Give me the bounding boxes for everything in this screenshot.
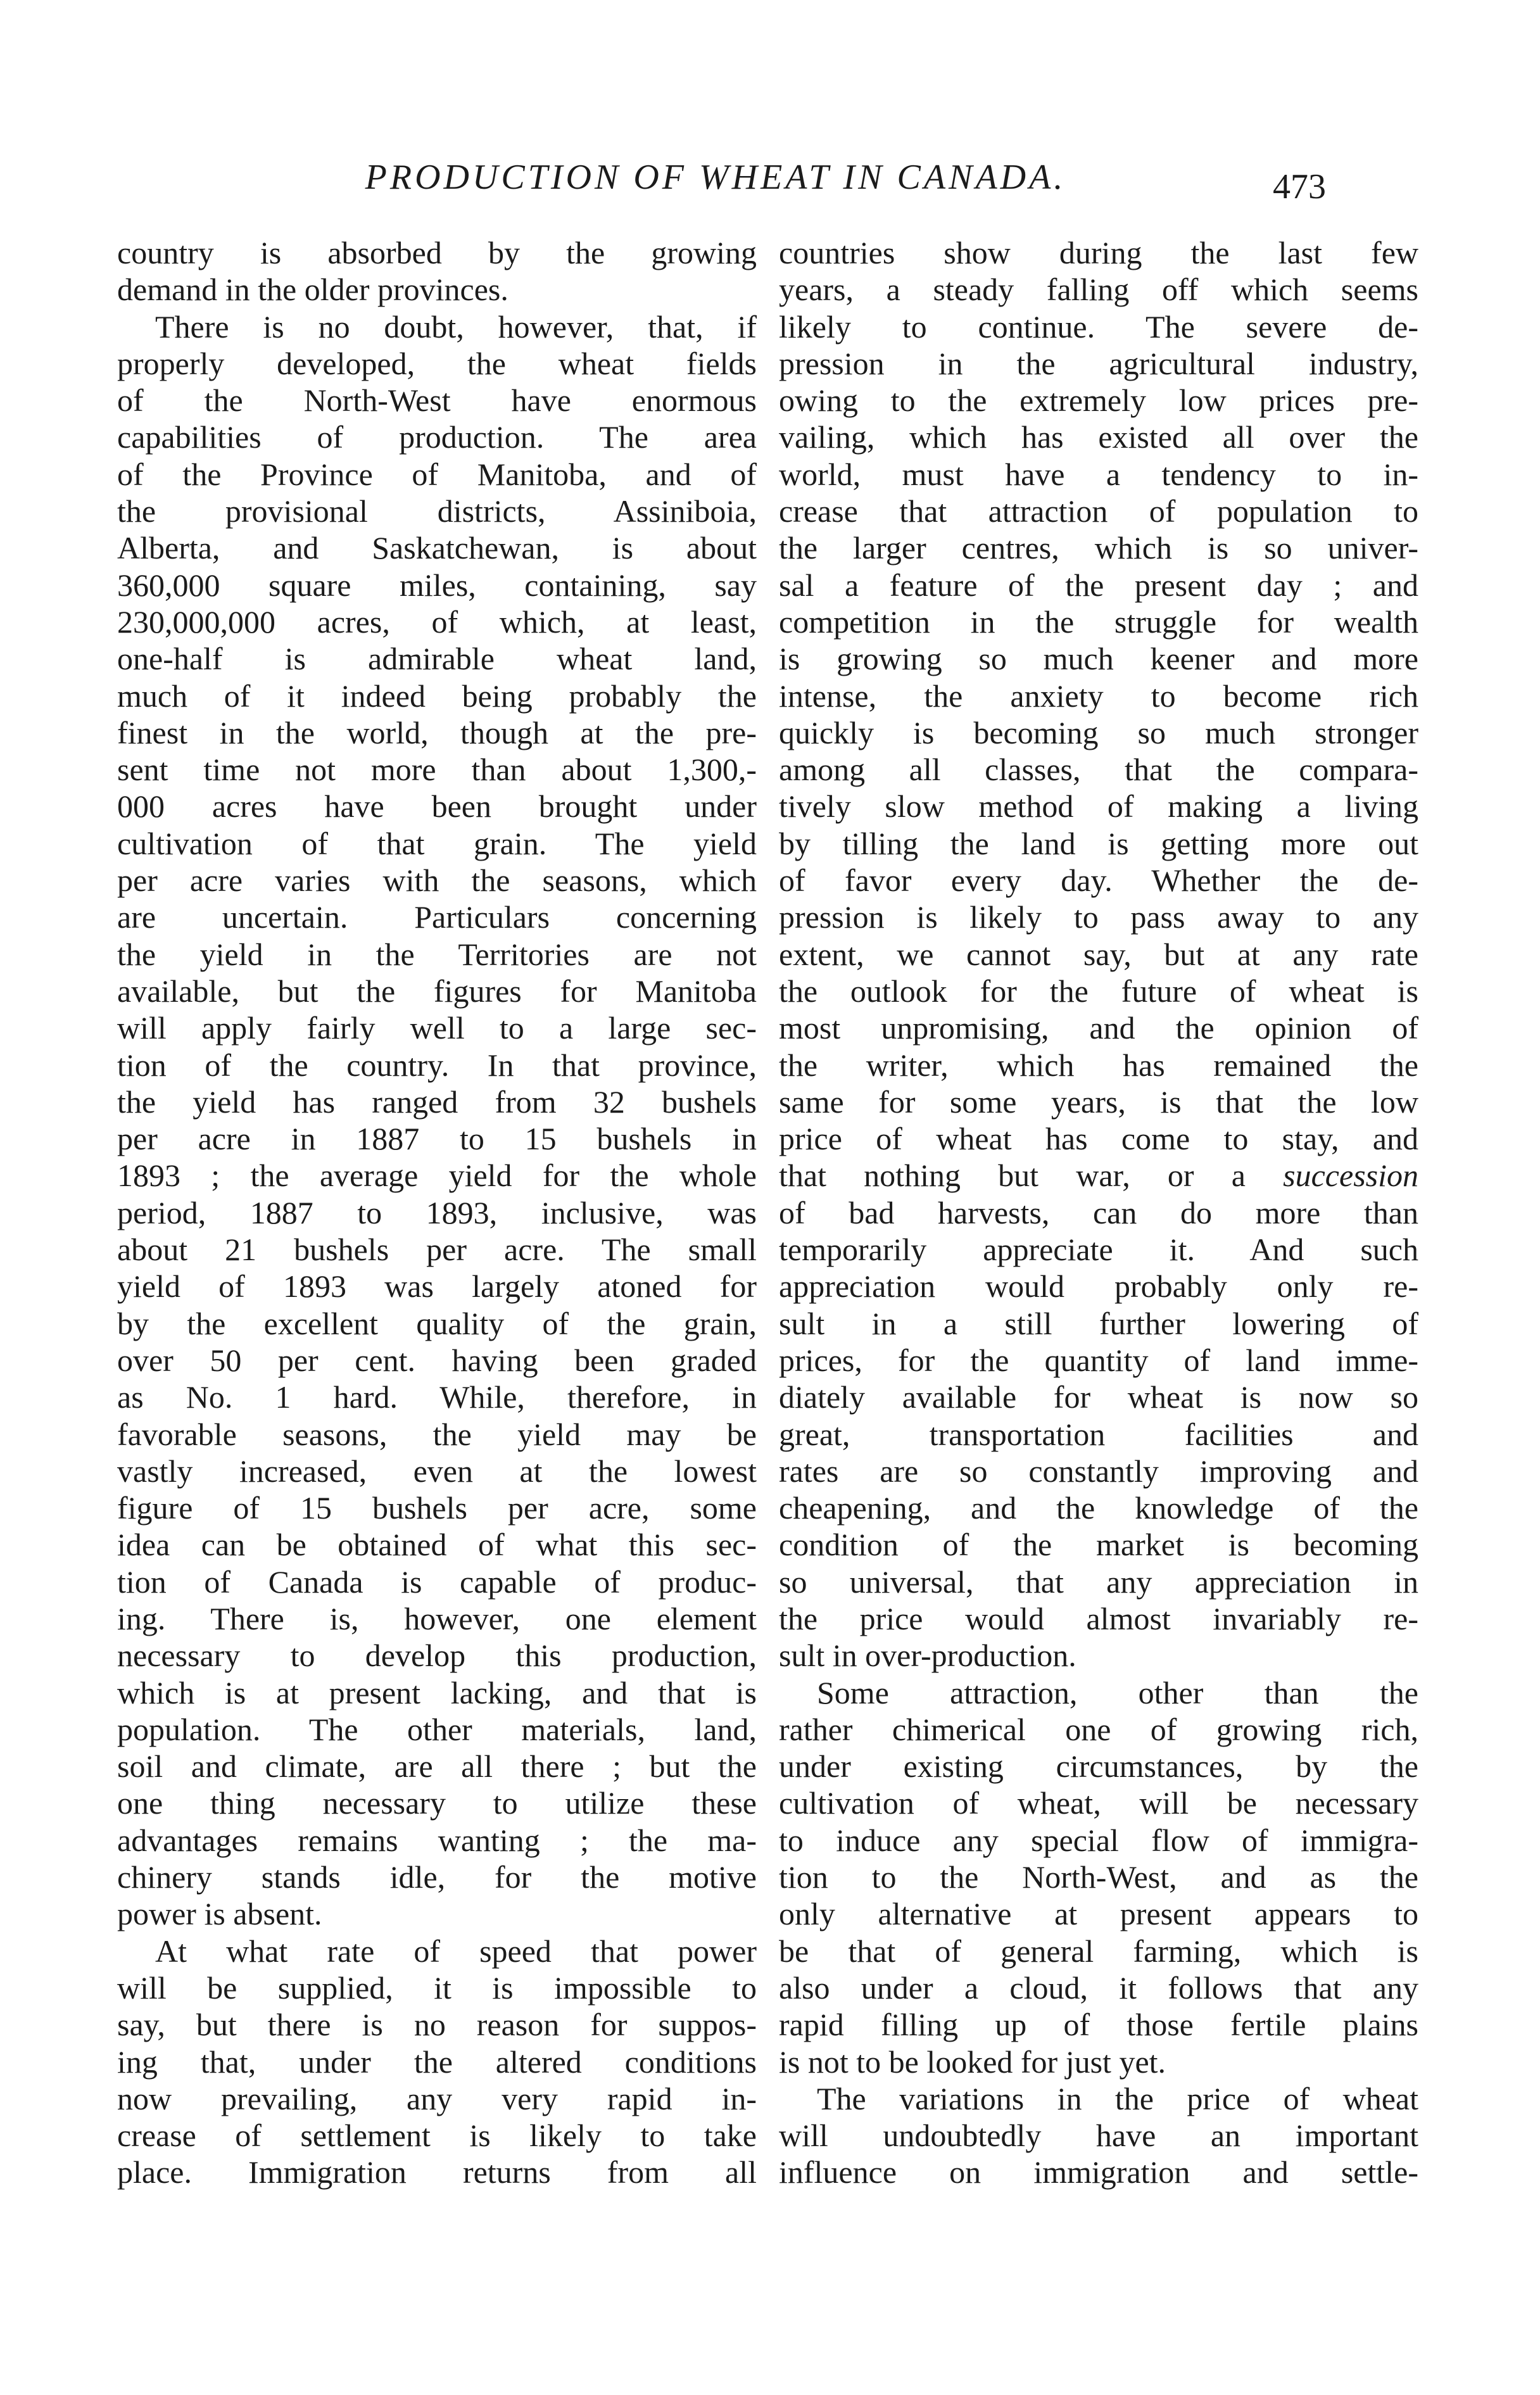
- text-line: ing. There is, however, one element: [117, 1600, 757, 1636]
- text-line: sent time not more than about 1,300,-: [117, 752, 757, 788]
- text-line: much of it indeed being probably the: [117, 678, 757, 714]
- text-line: per acre in 1887 to 15 bushels in: [117, 1121, 757, 1157]
- text-line: by tilling the land is getting more out: [779, 825, 1418, 861]
- text-line: figure of 15 bushels per acre, some: [117, 1490, 757, 1526]
- text-line: price of wheat has come to stay, and: [779, 1121, 1418, 1157]
- text-line: extent, we cannot say, but at any rate: [779, 936, 1418, 972]
- text-line: temporarily appreciate it. And such: [779, 1232, 1418, 1268]
- text-line: vastly increased, even at the lowest: [117, 1453, 757, 1489]
- text-line: one-half is admirable wheat land,: [117, 641, 757, 677]
- paragraph-start-line: Some attraction, other than the: [817, 1674, 1418, 1710]
- text-line: 000 acres have been brought under: [117, 788, 757, 825]
- right-column: [779, 234, 1418, 2191]
- text-line: tion of the country. In that province,: [117, 1047, 757, 1083]
- text-line: necessary to develop this production,: [117, 1638, 757, 1674]
- text-line: Alberta, and Saskatchewan, is about: [117, 530, 757, 566]
- text-line: pression in the agricultural industry,: [779, 345, 1418, 381]
- text-line: which is at present lacking, and that is: [117, 1674, 757, 1710]
- text-line: of favor every day. Whether the de-: [779, 863, 1418, 899]
- text-line: to induce any special flow of immigra-: [779, 1822, 1418, 1858]
- text-line: likely to continue. The severe de-: [779, 308, 1418, 344]
- text-line: favorable seasons, the yield may be: [117, 1416, 757, 1452]
- text-line: appreciation would probably only re-: [779, 1268, 1418, 1305]
- text-line: rapid filling up of those fertile plains: [779, 2007, 1418, 2043]
- text-line: the price would almost invariably re-: [779, 1600, 1418, 1636]
- text-line: power is absent.: [117, 1896, 322, 1932]
- text-line: same for some years, is that the low: [779, 1084, 1418, 1120]
- text-line: world, must have a tendency to in-: [779, 456, 1418, 492]
- italic-word: succession: [1283, 1158, 1418, 1194]
- text-line: sult in over-production.: [779, 1638, 1076, 1674]
- text-line: of the Province of Manitoba, and of: [117, 456, 757, 492]
- text-line: ing that, under the altered conditions: [117, 2044, 757, 2080]
- text-line: as No. 1 hard. While, therefore, in: [117, 1379, 757, 1415]
- text-line: soil and climate, are all there ; but the: [117, 1748, 757, 1785]
- text-line: the yield in the Territories are not: [117, 936, 757, 972]
- text-line: so universal, that any appreciation in: [779, 1564, 1418, 1600]
- text-line: great, transportation facilities and: [779, 1416, 1418, 1452]
- text-line: most unpromising, and the opinion of: [779, 1010, 1418, 1046]
- text-line: vailing, which has existed all over the: [779, 419, 1418, 455]
- text-line: capabilities of production. The area: [117, 419, 757, 455]
- text-line: one thing necessary to utilize these: [117, 1785, 757, 1821]
- text-line: finest in the world, though at the pre-: [117, 714, 757, 750]
- text-line: by the excellent quality of the grain,: [117, 1305, 757, 1341]
- left-column: [117, 234, 757, 2191]
- paragraph-start-line: The variations in the price of wheat: [817, 2080, 1418, 2116]
- text-line: also under a cloud, it follows that any: [779, 1969, 1418, 2006]
- text-line: are uncertain. Particulars concerning: [117, 899, 757, 935]
- text-line: cheapening, and the knowledge of the: [779, 1490, 1418, 1526]
- text-line: 1893 ; the average yield for the whole: [117, 1158, 757, 1194]
- text-line: place. Immigration returns from all: [117, 2154, 757, 2190]
- text-line: cultivation of that grain. The yield: [117, 825, 757, 861]
- text-line: the outlook for the future of wheat is: [779, 973, 1418, 1009]
- text-line: be that of general farming, which is: [779, 1933, 1418, 1969]
- text-line: prices, for the quantity of land imme-: [779, 1342, 1418, 1378]
- page-number: 473: [1273, 167, 1326, 206]
- text-line: sal a feature of the present day ; and: [779, 567, 1418, 603]
- text-line: tion of Canada is capable of produc-: [117, 1564, 757, 1600]
- text-line: under existing circumstances, by the: [779, 1748, 1418, 1785]
- text-line: period, 1887 to 1893, inclusive, was: [117, 1194, 757, 1230]
- text-line: advantages remains wanting ; the ma-: [117, 1822, 757, 1858]
- text-line: the larger centres, which is so univer-: [779, 530, 1418, 566]
- text-line: yield of 1893 was largely atoned for: [117, 1268, 757, 1305]
- paragraph-start-line: At what rate of speed that power: [155, 1933, 757, 1969]
- text-fragment: that nothing but war, or a: [779, 1158, 1246, 1194]
- text-line: countries show during the last few: [779, 235, 1418, 270]
- text-line: available, but the figures for Manitoba: [117, 973, 757, 1009]
- text-line: of bad harvests, can do more than: [779, 1194, 1418, 1230]
- text-line: diately available for wheat is now so: [779, 1379, 1418, 1415]
- text-line: chinery stands idle, for the motive: [117, 1859, 757, 1895]
- text-line: over 50 per cent. having been graded: [117, 1342, 757, 1378]
- text-line: will apply fairly well to a large sec-: [117, 1010, 757, 1046]
- text-line: 360,000 square miles, containing, say: [117, 567, 757, 603]
- text-line: demand in the older provinces.: [117, 272, 508, 308]
- text-line: crease of settlement is likely to take: [117, 2118, 757, 2154]
- text-line: among all classes, that the compara-: [779, 752, 1418, 788]
- text-line: years, a steady falling off which seems: [779, 272, 1418, 308]
- text-line: population. The other materials, land,: [117, 1711, 757, 1747]
- text-line: about 21 bushels per acre. The small: [117, 1232, 757, 1268]
- text-line: idea can be obtained of what this sec-: [117, 1527, 757, 1563]
- text-line: tively slow method of making a living: [779, 788, 1418, 825]
- text-line: sult in a still further lowering of: [779, 1305, 1418, 1341]
- text-line: tion to the North-West, and as the: [779, 1859, 1418, 1895]
- text-line: the provisional districts, Assiniboia,: [117, 493, 757, 529]
- text-line: competition in the struggle for wealth: [779, 603, 1418, 640]
- running-title: PRODUCTION OF WHEAT IN CANADA.: [365, 158, 1066, 197]
- text-line-with-emphasis: [779, 1157, 1418, 1194]
- text-line: influence on immigration and settle-: [779, 2154, 1418, 2190]
- text-line: 230,000,000 acres, of which, at least,: [117, 603, 757, 640]
- text-line: will undoubtedly have an important: [779, 2118, 1418, 2154]
- text-line: per acre varies with the seasons, which: [117, 863, 757, 899]
- text-line: of the North-West have enormous: [117, 382, 757, 419]
- paragraph-start-line: There is no doubt, however, that, if: [155, 308, 757, 344]
- text-line: rates are so constantly improving and: [779, 1453, 1418, 1489]
- text-line: cultivation of wheat, will be necessary: [779, 1785, 1418, 1821]
- text-line: quickly is becoming so much stronger: [779, 714, 1418, 750]
- text-line: crease that attraction of population to: [779, 493, 1418, 529]
- text-line: is not to be looked for just yet.: [779, 2044, 1166, 2080]
- text-line: intense, the anxiety to become rich: [779, 678, 1418, 714]
- text-line: owing to the extremely low prices pre-: [779, 382, 1418, 419]
- text-line: the yield has ranged from 32 bushels: [117, 1084, 757, 1120]
- text-line: rather chimerical one of growing rich,: [779, 1711, 1418, 1747]
- text-line: pression is likely to pass away to any: [779, 899, 1418, 935]
- text-line: will be supplied, it is impossible to: [117, 1969, 757, 2006]
- text-line: condition of the market is becoming: [779, 1527, 1418, 1563]
- text-line: now prevailing, any very rapid in-: [117, 2080, 757, 2116]
- text-line: properly developed, the wheat fields: [117, 345, 757, 381]
- text-line: the writer, which has remained the: [779, 1047, 1418, 1083]
- text-line: is growing so much keener and more: [779, 641, 1418, 677]
- text-line: say, but there is no reason for suppos-: [117, 2007, 757, 2043]
- text-line: only alternative at present appears to: [779, 1896, 1418, 1932]
- text-line: country is absorbed by the growing: [117, 235, 757, 270]
